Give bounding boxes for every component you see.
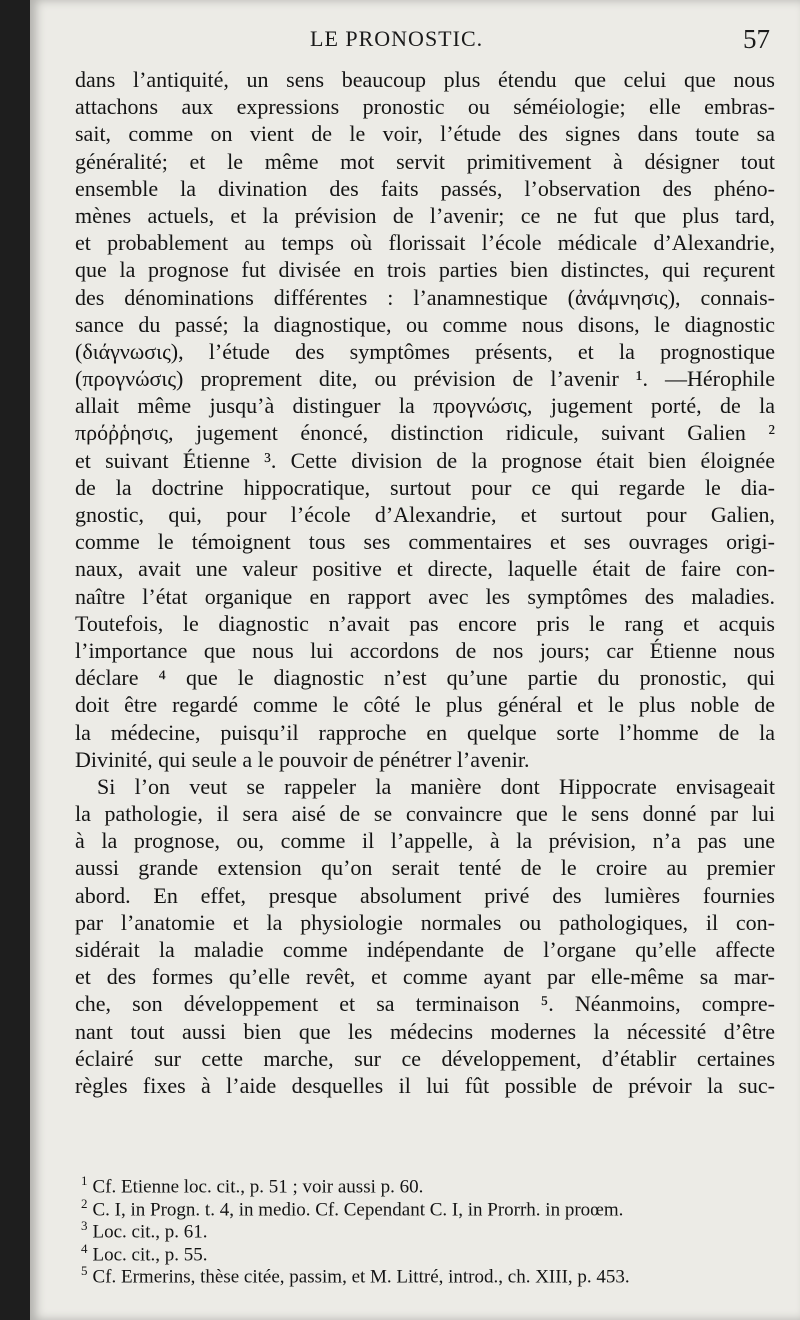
text-line: sidérait la maladie comme indépendante de l’organe qu’elle affecte <box>75 937 775 962</box>
footnote-text: Cf. Etienne loc. cit., p. 51 ; voir aussi p. 60. <box>92 1176 424 1198</box>
text-line: abord. En effet, presque absolument privé des lumières fournies <box>75 882 775 908</box>
text-line: naître l’état organique en rapport avec les symptômes des maladies. <box>75 583 775 609</box>
text-line: par l’anatomie et la physiologie normales ou pathologiques, il con- <box>75 909 775 935</box>
book-page <box>30 0 800 1320</box>
footnote <box>75 1193 775 1220</box>
text-line: que la prognose fut divisée en trois parties bien distinctes, qui reçurent <box>75 257 775 283</box>
paragraph-start-line: Si l’on veut se rappeler la manière dont Hippocrate envisageait <box>97 773 775 799</box>
footnotes <box>75 1170 775 1288</box>
text-line: sait, comme on vient de le voir, l’étude des signes dans toute sa <box>75 121 775 147</box>
footnote <box>75 1260 775 1288</box>
text-line: sance du passé; la diagnostique, ou comme nous disons, le diagnostic <box>75 311 775 337</box>
footnote-marker: 5 <box>81 1263 88 1278</box>
footnote-text: Cf. Ermerins, thèse citée, passim, et M. Littré, introd., ch. XIII, p. 453. <box>92 1266 630 1288</box>
text-line: et des formes qu’elle revêt, et comme ayant par elle-même sa mar- <box>75 964 775 990</box>
text-line: dans l’antiquité, un sens beaucoup plus étendu que celui que nous <box>75 67 775 92</box>
text-line: et suivant Étienne ³. Cette division de la prognose était bien éloignée <box>75 447 775 473</box>
text-line: naux, avait une valeur positive et directe, laquelle était de faire con- <box>75 556 775 582</box>
text-line: et probablement au temps où florissait l’école médicale d’Alexandrie, <box>75 230 775 256</box>
footnote-marker: 1 <box>81 1173 88 1188</box>
text-line: ensemble la divination des faits passés, l’observation des phéno- <box>75 175 775 201</box>
page-number: 57 <box>743 24 770 54</box>
text-line: gnostic, qui, pour l’école d’Alexandrie, et surtout pour Galien, <box>75 502 775 527</box>
text-line: (διάγνωσις), l’étude des symptômes présents, et la prognostique <box>75 338 775 364</box>
footnote <box>75 1238 775 1265</box>
text-line: doit être regardé comme le côté le plus général et le plus noble de <box>75 692 775 718</box>
text-line: déclare ⁴ que le diagnostic n’est qu’une partie du pronostic, qui <box>75 665 775 691</box>
text-line: aussi grande extension qu’on serait tenté de le croire au premier <box>75 855 775 881</box>
text-line: généralité; et le même mot servit primitivement à désigner tout <box>75 148 775 174</box>
text-line: allait même jusqu’à distinguer la προγνώσις, jugement porté, de la <box>75 393 775 419</box>
text-line: éclairé sur cette marche, sur ce développement, d’établir certaines <box>75 1045 775 1071</box>
running-title: LE PRONOSTIC. <box>310 26 484 51</box>
text-line: de la doctrine hippocratique, surtout pour ce qui regarde le dia- <box>75 474 775 500</box>
footnote-marker: 2 <box>81 1195 88 1211</box>
paragraph-end-line: Divinité, qui seule a le pouvoir de pénétrer l’avenir. <box>75 746 530 772</box>
page-header <box>30 24 800 58</box>
footnote-text: Loc. cit., p. 55. <box>92 1243 208 1265</box>
text-line: règles fixes à l’aide desquelles il lui fût possible de prévoir la suc- <box>75 1072 775 1098</box>
text-line: la pathologie, il sera aisé de se convaincre que le sens donné par lui <box>75 801 775 827</box>
footnote-text: C. I, in Progn. t. 4, in medio. Cf. Cependant C. I, in Prorrh. in proœm. <box>92 1198 624 1220</box>
text-line: Toutefois, le diagnostic n’avait pas encore pris le rang et acquis <box>75 610 775 636</box>
text-line: l’importance que nous lui accordons de nos jours; car Étienne nous <box>75 637 775 663</box>
text-line: à la prognose, ou, comme il l’appelle, à la prévision, n’a pas une <box>75 828 775 854</box>
footnote <box>75 1170 775 1198</box>
text-line: mènes actuels, et la prévision de l’avenir; ce ne fut que plus tard, <box>75 202 775 228</box>
text-line: attachons aux expressions pronostic ou séméiologie; elle embras- <box>75 94 775 120</box>
text-line: (προγνώσις) proprement dite, ou prévision de l’avenir ¹. —Hérophile <box>75 366 775 392</box>
footnote-marker: 4 <box>81 1240 88 1256</box>
footnote-marker: 3 <box>81 1218 88 1233</box>
text-line: nant tout aussi bien que les médecins modernes la nécessité d’être <box>75 1018 775 1044</box>
text-line: πρόῤῥησις, jugement énoncé, distinction ridicule, suivant Galien ² <box>75 420 775 446</box>
text-line: la médecine, puisqu’il rapproche en quelque sorte l’homme de la <box>75 719 775 745</box>
body-text <box>75 66 775 1099</box>
footnote-text: Loc. cit., p. 61. <box>92 1221 208 1243</box>
text-line: comme le témoignent tous ses commentaires et ses ouvrages origi- <box>75 529 775 555</box>
text-line: che, son développement et sa terminaison ⁵. Néanmoins, compre- <box>75 991 775 1017</box>
text-line: des dénominations différentes : l’anamnestique (ἀνάμνησις), connais- <box>75 284 775 310</box>
